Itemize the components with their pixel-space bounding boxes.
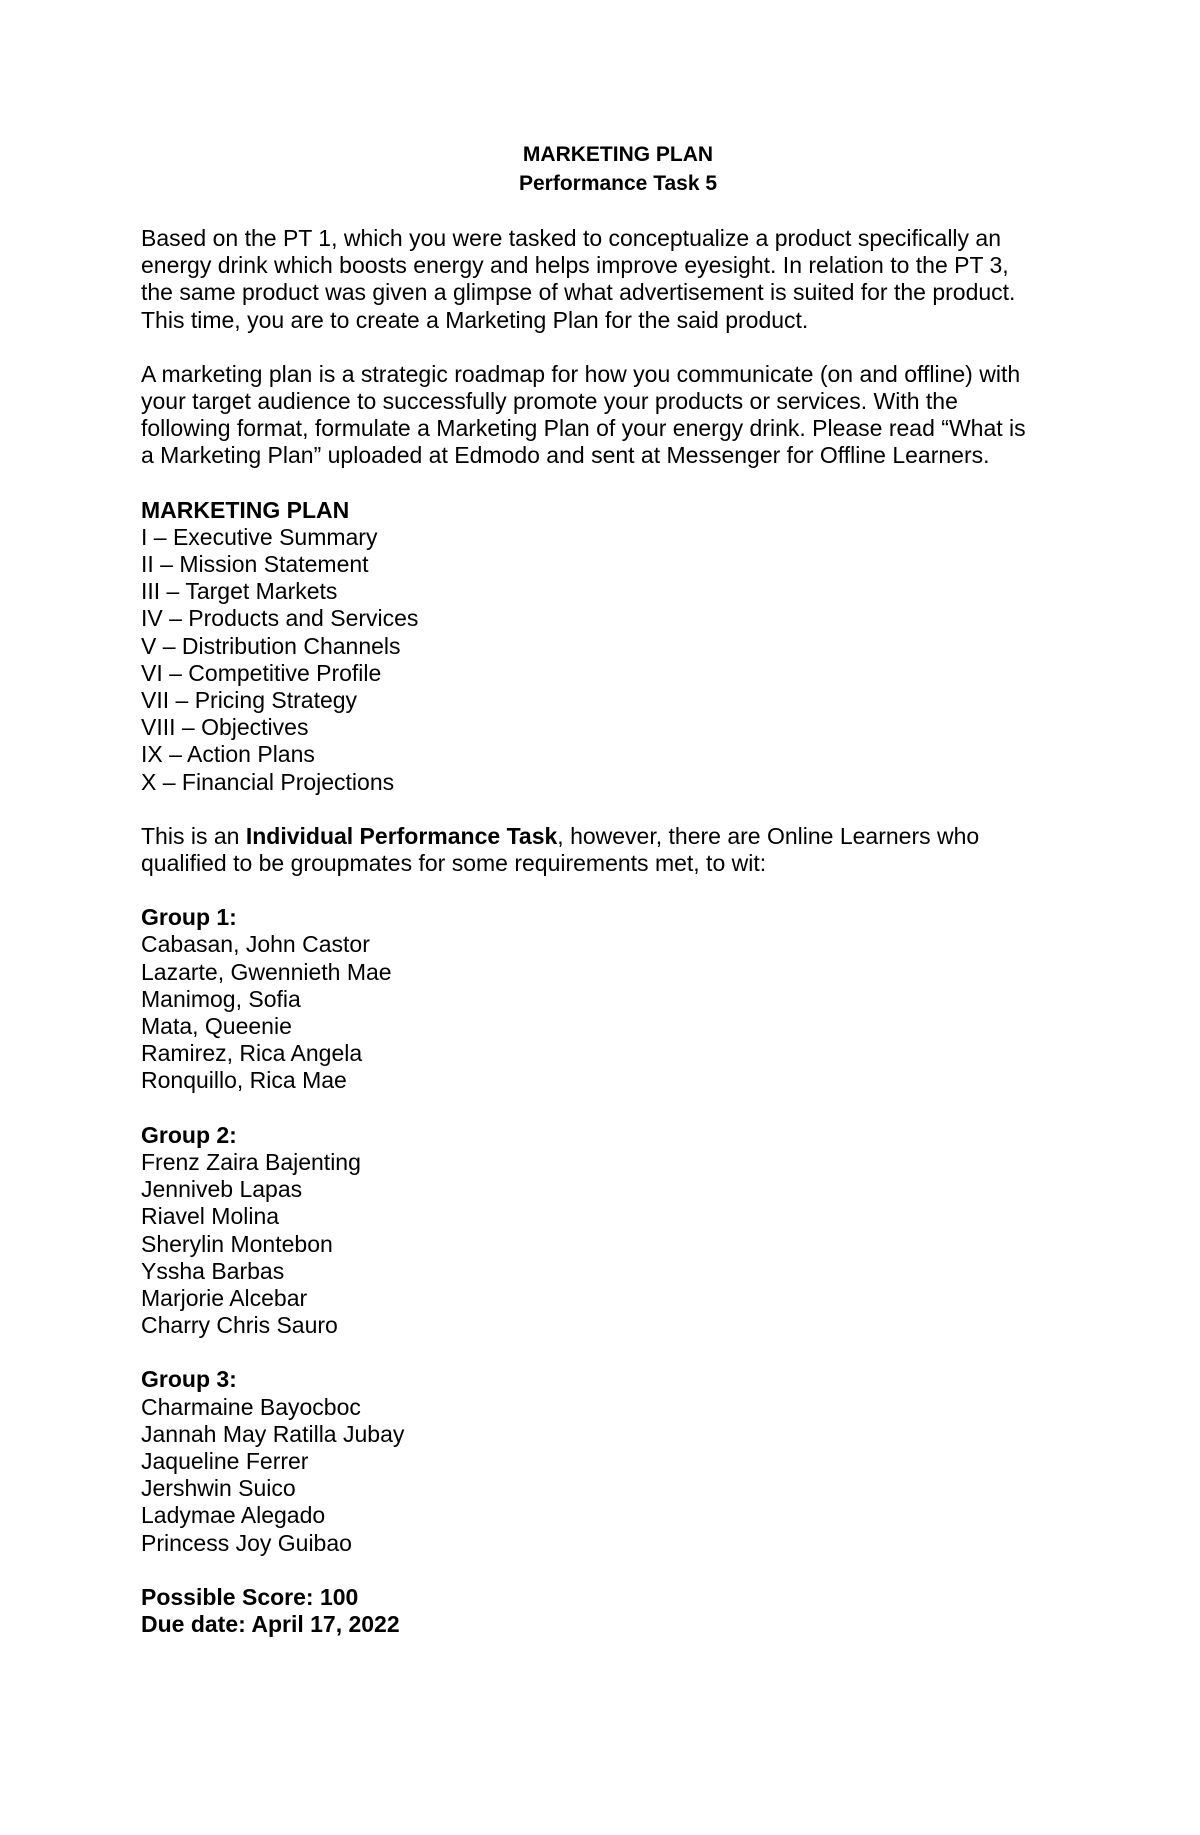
possible-score: Possible Score: 100 <box>141 1583 359 1610</box>
group-1 <box>141 904 1071 1094</box>
group-member: Charry Chris Sauro <box>141 1312 338 1339</box>
group-member: Riavel Molina <box>141 1203 280 1230</box>
intro-line: Based on the PT 1, which you were tasked to conceptualize a product specifically an <box>141 225 1002 251</box>
intro-line: the same product was given a glimpse of what advertisement is suited for the product. <box>141 279 1016 306</box>
due-date: Due date: April 17, 2022 <box>141 1610 400 1637</box>
group-members-list <box>141 1149 1071 1339</box>
plan-section-item: V – Distribution Channels <box>141 632 401 659</box>
group-member: Lazarte, Gwennieth Mae <box>141 958 392 985</box>
group-3 <box>141 1366 1071 1556</box>
document-title: MARKETING PLAN <box>522 143 714 166</box>
group-members-list <box>141 931 1071 1094</box>
plan-section-item: X – Financial Projections <box>141 768 395 795</box>
group-heading: Group 3: <box>141 1366 237 1393</box>
group-member: Jannah May Ratilla Jubay <box>141 1420 405 1447</box>
group-member: Jenniveb Lapas <box>141 1176 303 1203</box>
plan-section-item: II – Mission Statement <box>141 551 369 578</box>
plan-heading: MARKETING PLAN <box>141 496 350 523</box>
plan-section-item: I – Executive Summary <box>141 523 378 550</box>
group-member: Cabasan, John Castor <box>141 931 370 958</box>
task-note-suffix: , however, there are Online Learners who <box>557 822 980 849</box>
plan-section-item: VII – Pricing Strategy <box>141 687 358 714</box>
title-block <box>141 140 1071 198</box>
document-subtitle: Performance Task 5 <box>518 172 718 195</box>
definition-line: A marketing plan is a strategic roadmap for how you communicate (on and offline) with <box>141 360 1021 387</box>
group-member: Ramirez, Rica Angela <box>141 1040 363 1067</box>
plan-section-item: III – Target Markets <box>141 578 338 605</box>
plan-section-item: IV – Products and Services <box>141 605 419 632</box>
group-member: Ladymae Alegado <box>141 1502 326 1529</box>
group-member: Charmaine Bayocboc <box>141 1393 361 1420</box>
task-note-line-1 <box>141 823 1071 850</box>
group-member: Frenz Zaira Bajenting <box>141 1148 361 1175</box>
group-member: Jershwin Suico <box>141 1475 296 1502</box>
group-member: Mata, Queenie <box>141 1013 292 1040</box>
definition-line: a Marketing Plan” uploaded at Edmodo and sent at Messenger for Offline Learners. <box>141 442 990 469</box>
group-member: Princess Joy Guibao <box>141 1529 352 1556</box>
plan-sections-list <box>141 524 1071 796</box>
definition-line: following format, formulate a Marketing Plan of your energy drink. Please read “What is <box>141 415 1026 442</box>
group-members-list <box>141 1394 1071 1557</box>
group-member: Ronquillo, Rica Mae <box>141 1067 347 1094</box>
plan-section-item: IX – Action Plans <box>141 741 315 768</box>
document-page <box>141 140 1071 1638</box>
group-member: Jaqueline Ferrer <box>141 1447 309 1474</box>
plan-section-item: VIII – Objectives <box>141 714 309 741</box>
intro-line: energy drink which boosts energy and helps improve eyesight. In relation to the PT 3, <box>141 252 1009 279</box>
definition-line: your target audience to successfully promote your products or services. With the <box>141 388 958 415</box>
group-member: Sherylin Montebon <box>141 1230 333 1257</box>
task-note-paragraph <box>141 823 1071 877</box>
task-note-prefix: This is an <box>141 822 246 849</box>
task-note-line-2: qualified to be groupmates for some requirements met, to wit: <box>141 850 767 877</box>
task-note-emphasis: Individual Performance Task <box>245 822 558 849</box>
group-member: Manimog, Sofia <box>141 985 301 1012</box>
group-2 <box>141 1122 1071 1340</box>
intro-paragraph <box>141 225 1071 334</box>
intro-line: This time, you are to create a Marketing Plan for the said product. <box>141 306 809 333</box>
group-member: Yssha Barbas <box>141 1257 285 1284</box>
group-heading: Group 2: <box>141 1121 237 1148</box>
plan-section-item: VI – Competitive Profile <box>141 659 382 686</box>
group-heading: Group 1: <box>141 904 237 931</box>
definition-paragraph <box>141 361 1071 470</box>
group-member: Marjorie Alcebar <box>141 1284 308 1311</box>
